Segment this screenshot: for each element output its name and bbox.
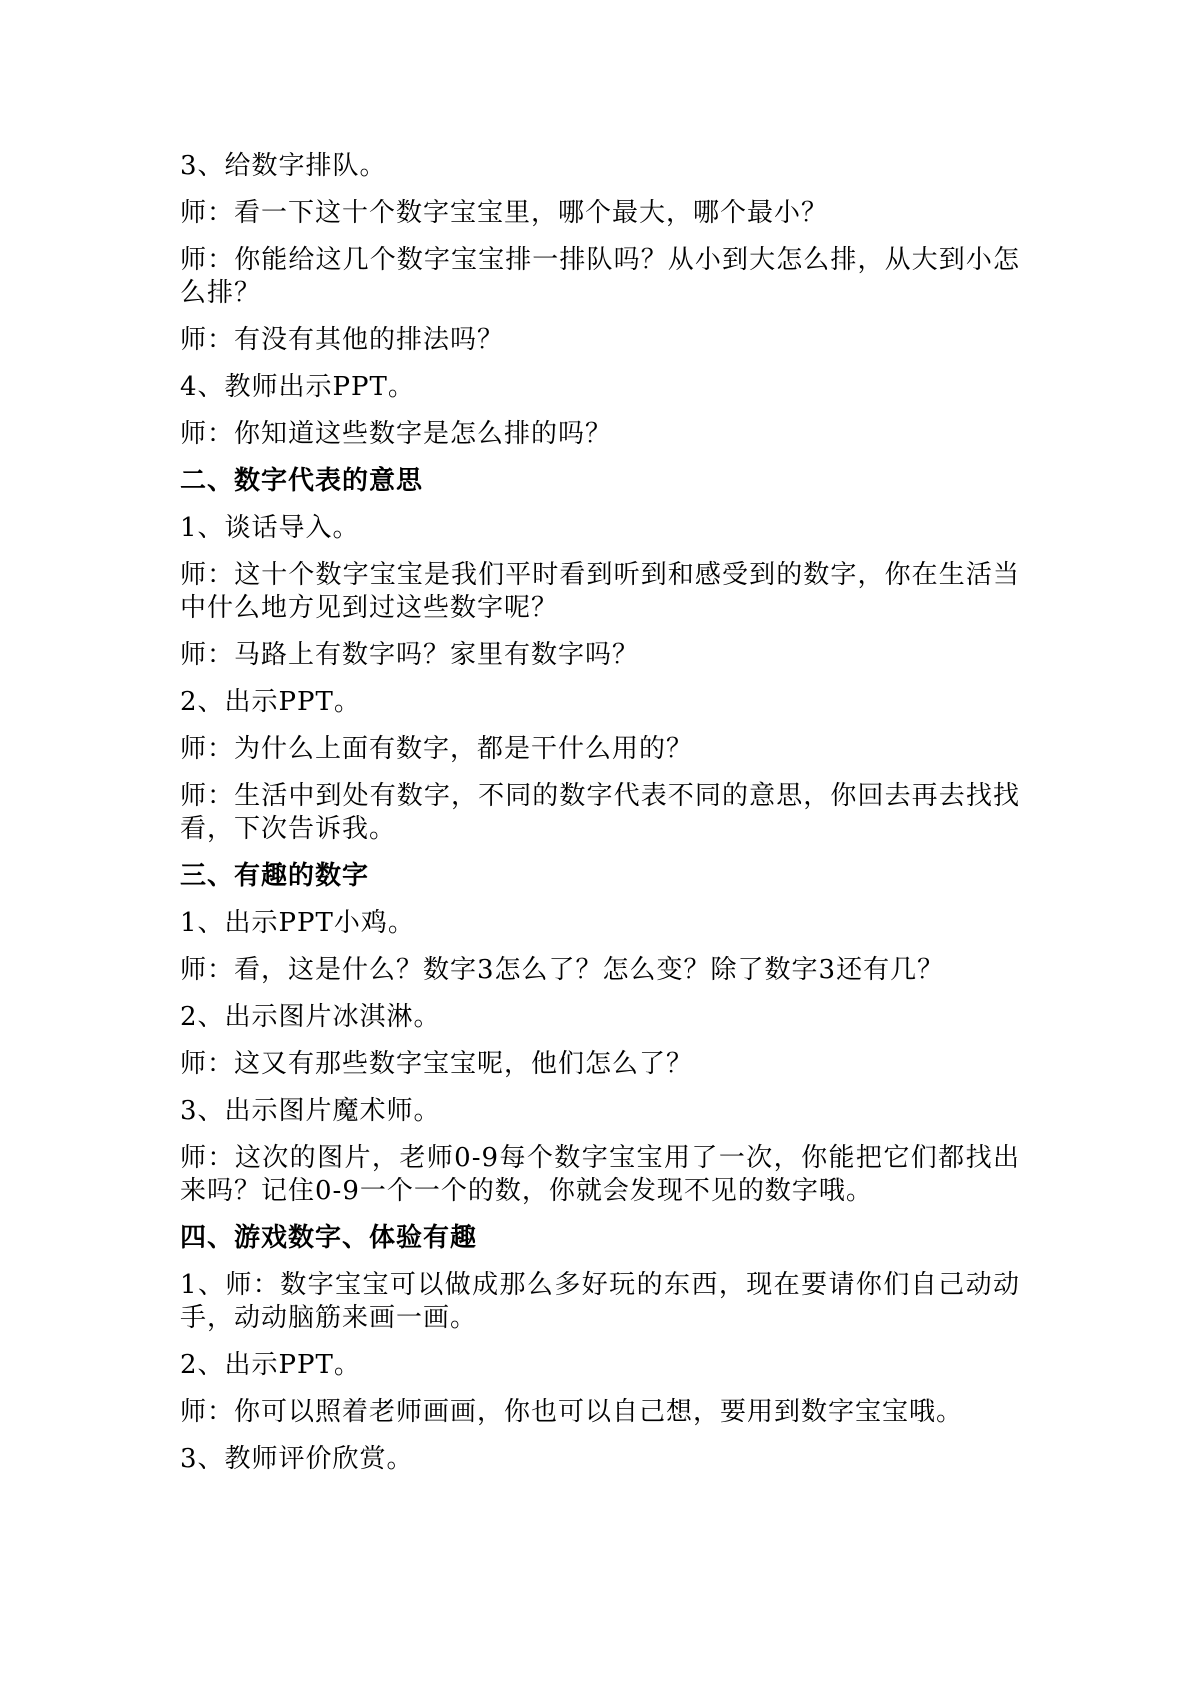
paragraph: 师：有没有其他的排法吗？ <box>180 325 505 355</box>
paragraph: 1、出示PPT小鸡。 <box>180 908 415 938</box>
section-heading: 二、数字代表的意思 <box>180 466 424 496</box>
paragraph: 3、出示图片魔术师。 <box>180 1096 441 1126</box>
paragraph: 师：看，这是什么？数字3怎么了？怎么变？除了数字3还有几？ <box>180 955 945 985</box>
paragraph: 2、出示PPT。 <box>180 687 361 717</box>
section-heading: 四、游戏数字、体验有趣 <box>180 1223 478 1253</box>
paragraph: 2、出示PPT。 <box>180 1350 361 1380</box>
paragraph: 师：这又有那些数字宝宝呢，他们怎么了？ <box>180 1049 694 1079</box>
paragraph: 师：你可以照着老师画画，你也可以自己想，要用到数字宝宝哦。 <box>180 1397 964 1427</box>
section-heading: 三、有趣的数字 <box>180 861 370 891</box>
paragraph: 师：这次的图片，老师0-9每个数字宝宝用了一次，你能把它们都找出来吗？记住0-9一个一个的数，你就会发现不见的数字哦。 <box>180 1143 1020 1206</box>
paragraph: 1、谈话导入。 <box>180 513 360 543</box>
paragraph: 师：生活中到处有数字，不同的数字代表不同的意思，你回去再去找找看，下次告诉我。 <box>180 781 1020 844</box>
paragraph: 师：你知道这些数字是怎么排的吗？ <box>180 419 613 449</box>
paragraph: 师：你能给这几个数字宝宝排一排队吗？从小到大怎么排，从大到小怎么排？ <box>180 245 1020 308</box>
paragraph: 3、给数字排队。 <box>180 151 387 181</box>
paragraph: 3、教师评价欣赏。 <box>180 1444 414 1474</box>
paragraph: 4、教师出示PPT。 <box>180 372 415 402</box>
paragraph: 师：看一下这十个数字宝宝里，哪个最大，哪个最小？ <box>180 198 829 228</box>
paragraph: 1、师：数字宝宝可以做成那么多好玩的东西，现在要请你们自己动动手，动动脑筋来画一画。 <box>180 1270 1020 1333</box>
paragraph: 师：马路上有数字吗？家里有数字吗？ <box>180 640 640 670</box>
paragraph: 2、出示图片冰淇淋。 <box>180 1002 441 1032</box>
paragraph: 师：这十个数字宝宝是我们平时看到听到和感受到的数字，你在生活当中什么地方见到过这些数字呢？ <box>180 560 1020 623</box>
document-page <box>180 150 1020 1490</box>
paragraph: 师：为什么上面有数字，都是干什么用的？ <box>180 734 694 764</box>
